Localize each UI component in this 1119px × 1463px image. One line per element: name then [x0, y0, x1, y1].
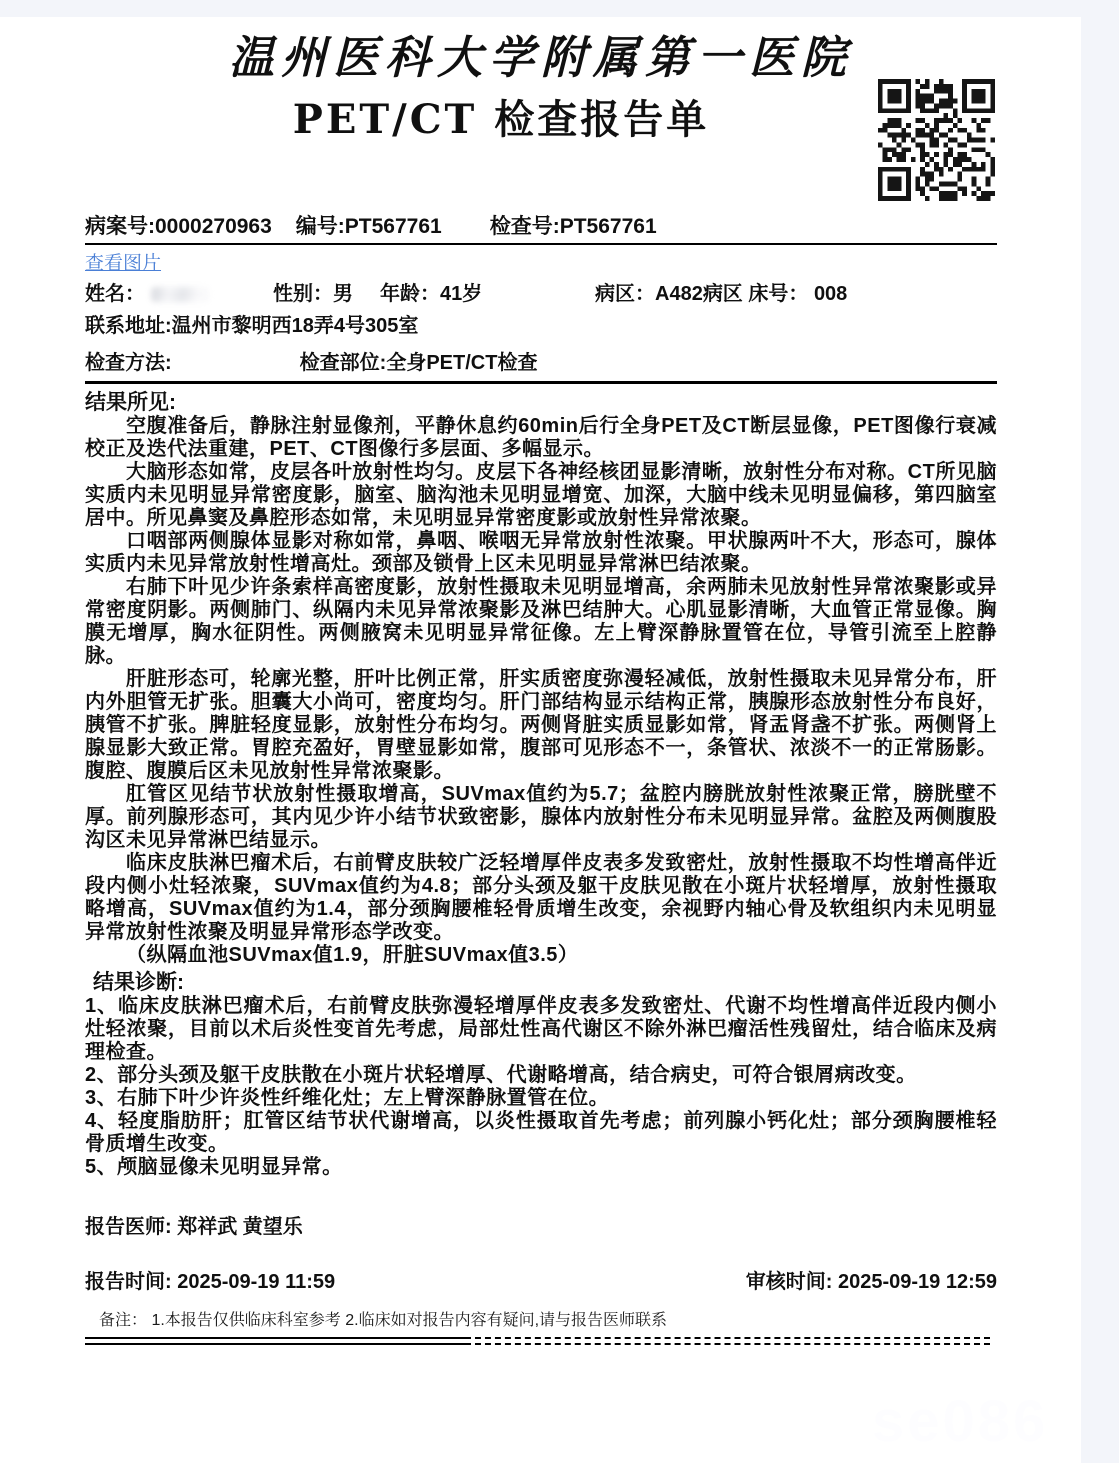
- findings-paragraph: 临床皮肤淋巴瘤术后，右前臂皮肤较广泛轻增厚伴皮表多发致密灶，放射性摄取不均性增高伴近段内侧小灶轻浓聚，SUVmax值约为4.8；部分头颈及躯干皮肤见散在小斑片状轻增厚，放射性摄取略增高，SUVmax值约为1.4，部分颈胸腰椎轻骨质增生改变，余视野内轴心骨及软组织内未见明显异常放射性浓聚及明显异常形态学改变。: [85, 852, 997, 943]
- diagnosis-item: 4、轻度脂肪肝；肛管区结节状代谢增高，以炎性摄取首先考虑；前列腺小钙化灶；部分颈胸腰椎轻骨质增生改变。: [85, 1110, 997, 1155]
- case-number-value: 0000270963: [155, 215, 272, 238]
- bottom-double-line: [85, 1337, 990, 1348]
- footer-note: 备注： 1.本报告仅供临床科室参考 2.临床如对报告内容有疑问,请与报告医师联系: [99, 1312, 668, 1329]
- part-label: 检查部位:: [299, 352, 387, 374]
- ward-label: 病区：: [595, 283, 655, 305]
- view-images-link[interactable]: 查看图片: [85, 253, 162, 274]
- findings-paragraph: 右肺下叶见少许条索样高密度影，放射性摄取未见明显增高，余两肺未见放射性异常浓聚影或异常密度阴影。两侧肺门、纵隔内未见异常浓聚影及淋巴结肿大。心肌显影清晰，大血管正常显像。胸膜无增厚，胸水征阴性。两侧腋窝未见明显异常征像。左上臂深静脉置管在位，导管引流至上腔静脉。: [85, 576, 997, 667]
- review-time-label: 审核时间:: [745, 1271, 833, 1293]
- diagnosis-item: 2、部分头颈及躯干皮肤散在小斑片状轻增厚、代谢略增高，结合病史，可符合银屑病改变。: [85, 1064, 917, 1086]
- diagnosis-list: [85, 995, 997, 1179]
- findings-heading: 结果所见:: [85, 391, 176, 414]
- qr-code-icon: [878, 79, 995, 201]
- bed-value: 008: [813, 283, 848, 305]
- case-number-label: 病案号:: [85, 215, 155, 238]
- diagnosis-heading: 结果诊断:: [93, 971, 184, 994]
- gender-value: 男: [333, 283, 353, 305]
- address-label: 联系地址:: [85, 315, 172, 337]
- findings-paragraph: 大脑形态如常，皮层各叶放射性均匀。皮层下各神经核团显影清晰，放射性分布对称。CT所见脑实质内未见明显异常密度影，脑室、脑沟池未见明显增宽、加深，大脑中线未见明显偏移，第四脑室居中。所见鼻窦及鼻腔形态如常，未见明显异常密度影或放射性异常浓聚。: [85, 461, 997, 529]
- findings-paragraph: 空腹准备后，静脉注射显像剂，平静休息约60min后行全身PET及CT断层显像，PET图像行衰减校正及迭代法重建，PET、CT图像行多层面、多幅显示。: [85, 415, 997, 460]
- report-page: [0, 17, 1081, 1463]
- report-doctor-value: 郑祥武 黄望乐: [177, 1216, 303, 1238]
- report-time-value: 2025-09-19 11:59: [177, 1271, 336, 1293]
- report-doctor-label: 报告医师:: [85, 1216, 172, 1238]
- doc-number-value: PT567761: [344, 215, 442, 238]
- gender-label: 性别：: [273, 283, 333, 305]
- diagnosis-item: 5、颅脑显像未见明显异常。: [85, 1156, 343, 1178]
- watermark-text: se086: [872, 1389, 1049, 1454]
- age-label: 年龄：: [380, 283, 440, 305]
- findings-body: [85, 415, 997, 967]
- patient-name-label: 姓名：: [85, 283, 145, 305]
- report-time-label: 报告时间:: [85, 1271, 172, 1293]
- time-row: [85, 1265, 997, 1294]
- report-doctor-row: [85, 1210, 997, 1239]
- findings-paragraph: 肝脏形态可，轮廓光整，肝叶比例正常，肝实质密度弥漫轻减低，放射性摄取未见异常分布，肝内外胆管无扩张。胆囊大小尚可，密度均匀。肝门部结构显示结构正常，胰腺形态放射性分布良好，胰管不扩张。脾脏轻度显影，放射性分布均匀。两侧肾脏实质显影如常，肾盂肾盏不扩张。两侧肾上腺显影大致正常。胃腔充盈好，胃壁显影如常，腹部可见形态不一，条管状、浓淡不一的正常肠影。腹腔、腹膜后区未见放射性异常浓聚影。: [85, 668, 997, 782]
- meta-line: [85, 214, 997, 240]
- exam-number-label: 检查号:: [489, 215, 560, 238]
- divider: [85, 243, 997, 245]
- exam-number-value: PT567761: [559, 215, 657, 238]
- findings-paragraph: 肛管区见结节状放射性摄取增高，SUVmax值约为5.7；盆腔内膀胱放射性浓聚正常，膀胱壁不厚。前列腺形态可，其内见少许小结节状致密影，腺体内放射性分布未见明显异常。盆腔及两侧腹股沟区未见异常淋巴结显示。: [85, 783, 997, 851]
- patient-row-1: [85, 282, 997, 307]
- page-title: PET/CT 检查报告单: [292, 96, 710, 143]
- doc-number-label: 编号:: [295, 215, 345, 238]
- diagnosis-item: 1、临床皮肤淋巴瘤术后，右前臂皮肤弥漫轻增厚伴皮表多发致密灶、代谢不均性增高伴近段内侧小灶轻浓聚，目前以术后炎性变首先考虑，局部灶性高代谢区不除外淋巴瘤活性残留灶，结合临床及病理检查。: [85, 995, 997, 1063]
- part-value: 全身PET/CT检查: [386, 352, 538, 374]
- bed-label: 床号：: [748, 283, 809, 305]
- patient-row-address: [85, 314, 997, 339]
- patient-row-method: [85, 351, 997, 376]
- patient-name-redacted: [151, 287, 209, 302]
- review-time-value: 2025-09-19 12:59: [837, 1271, 997, 1293]
- findings-paragraph: 口咽部两侧腺体显影对称如常，鼻咽、喉咽无异常放射性浓聚。甲状腺两叶不大，形态可，腺体实质内未见异常放射性增高灶。颈部及锁骨上区未见明显异常淋巴结浓聚。: [85, 530, 997, 575]
- hospital-name: 温州医科大学附属第一医院: [228, 31, 853, 84]
- method-label: 检查方法:: [85, 352, 172, 374]
- diagnosis-item: 3、右肺下叶少许炎性纤维化灶；左上臂深静脉置管在位。: [85, 1087, 610, 1109]
- findings-paragraph: （纵隔血池SUVmax值1.9，肝脏SUVmax值3.5）: [126, 944, 579, 966]
- age-value: 41岁: [440, 283, 483, 305]
- address-value: 温州市黎明西18弄4号305室: [171, 315, 419, 337]
- divider: [85, 381, 997, 384]
- ward-value: A482病区: [655, 283, 743, 305]
